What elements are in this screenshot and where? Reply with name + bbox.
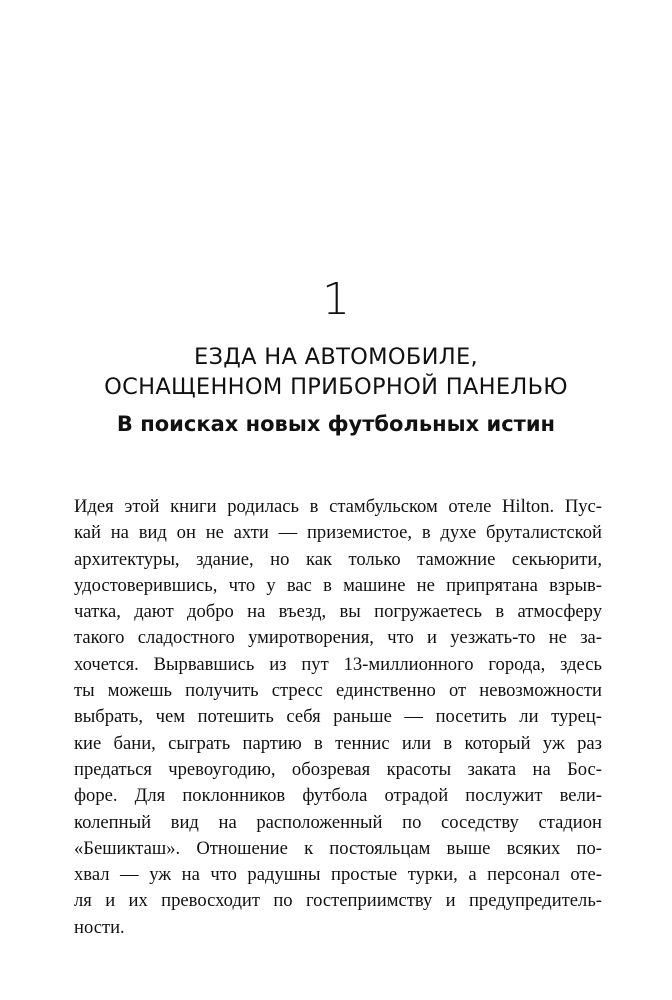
text-line: кие бани, сыграть партию в теннис или в который уж раз [74, 732, 602, 754]
text-line: ля и их превосходит по гостеприимству и предупредитель- [74, 890, 602, 912]
text-line: выбрать, чем потешить себя раньше — посетить ли турец- [74, 706, 602, 728]
text-line: предаться чревоугодию, обозревая красоты заката на Бос- [74, 758, 602, 780]
text-line: ности. [74, 916, 125, 938]
text-line: чатка, дают добро на въезд, вы погружаетесь в атмосферу [74, 601, 602, 623]
text-line: хвал — уж на что радушны простые турки, а персонал оте- [74, 864, 602, 886]
body-paragraph [74, 494, 602, 941]
text-line: такого сладостного умиротворения, что и уезжать-то не за- [74, 627, 602, 649]
chapter-number: 1 [322, 274, 350, 325]
chapter-title [0, 342, 672, 402]
text-line: колепный вид на расположенный по соседству стадион [74, 811, 602, 833]
text-line: хочется. Вырвавшись из пут 13-миллионного города, здесь [74, 653, 602, 675]
text-line: удостоверившись, что у вас в машине не припрятана взрыв- [74, 574, 602, 596]
chapter-title-line: ЕЗДА НА АВТОМОБИЛЕ, [194, 344, 478, 370]
chapter-title-line: ОСНАЩЕННОМ ПРИБОРНОЙ ПАНЕЛЬЮ [104, 374, 568, 400]
text-line: «Бешикташ». Отношение к постояльцам выше всяких по- [74, 837, 602, 859]
chapter-subtitle: В поисках новых футбольных истин [116, 412, 556, 436]
text-line: ты можешь получить стресс единственно от невозможности [74, 680, 602, 702]
text-line: кай на вид он не ахти — приземистое, в духе бруталистской [74, 522, 602, 544]
text-line: Идея этой книги родилась в стамбульском отеле Hilton. Пус- [74, 496, 602, 517]
text-line: архитектуры, здание, но как только таможние секьюрити, [74, 548, 602, 570]
text-line: форе. Для поклонников футбола отрадой послужит вели- [74, 785, 602, 807]
